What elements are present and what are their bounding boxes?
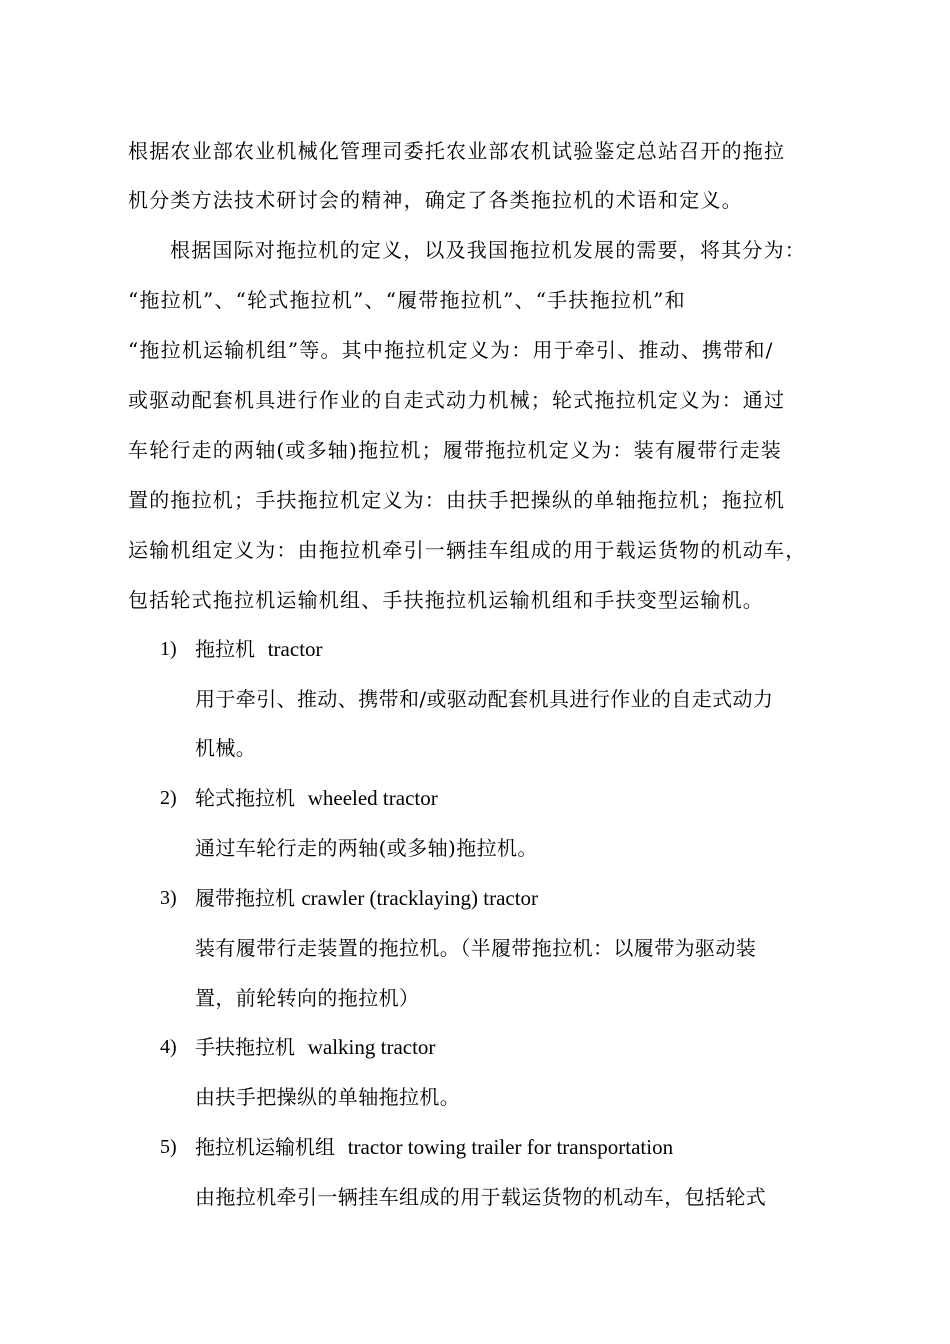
intro-paragraph2-line-8: 包括轮式拖拉机运输机组、手扶拖拉机运输机组和手扶变型运输机。 — [128, 588, 764, 612]
term-definition-line: 装有履带行走装置的拖拉机。（半履带拖拉机：以履带为驱动装 — [195, 936, 757, 960]
intro-paragraph2-line-5: 车轮行走的两轴(或多轴)拖拉机；履带拖拉机定义为：装有履带行走装 — [128, 438, 783, 462]
term-heading — [195, 785, 438, 811]
term-number: 4) — [160, 1036, 177, 1058]
intro-paragraph2-line-7: 运输机组定义为：由拖拉机牵引一辆挂车组成的用于载运货物的机动车， — [128, 538, 807, 562]
term-heading — [195, 636, 323, 662]
term-definition-line: 置，前轮转向的拖拉机） — [195, 986, 420, 1010]
term-definition-line: 通过车轮行走的两轴(或多轴)拖拉机。 — [195, 836, 538, 860]
intro-paragraph2-line-3: “拖拉机运输机组”等。其中拖拉机定义为：用于牵引、推动、携带和/ — [128, 338, 774, 362]
term-number: 5) — [160, 1136, 177, 1158]
intro-paragraph2-line-1: 根据国际对拖拉机的定义，以及我国拖拉机发展的需要，将其分为： — [170, 238, 806, 262]
term-number: 2) — [160, 787, 177, 809]
term-definition-line: 机械。 — [195, 736, 257, 760]
term-definition-line: 用于牵引、推动、携带和/或驱动配套机具进行作业的自走式动力 — [195, 687, 774, 711]
term-zh: 轮式拖拉机 — [195, 786, 295, 810]
term-number: 1) — [160, 638, 177, 660]
term-en: walking tractor — [307, 1035, 436, 1059]
term-zh: 履带拖拉机 — [195, 886, 295, 910]
intro-paragraph2-line-6: 置的拖拉机；手扶拖拉机定义为：由扶手把操纵的单轴拖拉机；拖拉机 — [128, 488, 786, 512]
intro-paragraph1-line-2: 机分类方法技术研讨会的精神，确定了各类拖拉机的术语和定义。 — [128, 188, 743, 212]
term-heading — [195, 885, 538, 911]
intro-paragraph2-line-2: “拖拉机”、“轮式拖拉机”、“履带拖拉机”、“手扶拖拉机”和 — [128, 288, 686, 312]
term-en: wheeled tractor — [307, 786, 438, 810]
term-definition-line: 由扶手把操纵的单轴拖拉机。 — [195, 1085, 461, 1109]
term-en: crawler (tracklaying) tractor — [301, 886, 539, 910]
intro-paragraph1-line-1: 根据农业部农业机械化管理司委托农业部农机试验鉴定总站召开的拖拉 — [128, 139, 786, 163]
term-number: 3) — [160, 887, 177, 909]
term-heading — [195, 1034, 435, 1060]
term-zh: 拖拉机 — [195, 637, 255, 661]
intro-paragraph2-line-4: 或驱动配套机具进行作业的自走式动力机械；轮式拖拉机定义为：通过 — [128, 388, 786, 412]
term-en: tractor towing trailer for transportation — [347, 1135, 674, 1159]
term-en: tractor — [267, 637, 323, 661]
term-definition-line: 由拖拉机牵引一辆挂车组成的用于载运货物的机动车，包括轮式 — [195, 1185, 767, 1209]
term-heading — [195, 1134, 673, 1160]
term-zh: 拖拉机运输机组 — [195, 1135, 335, 1159]
term-zh: 手扶拖拉机 — [195, 1035, 295, 1059]
